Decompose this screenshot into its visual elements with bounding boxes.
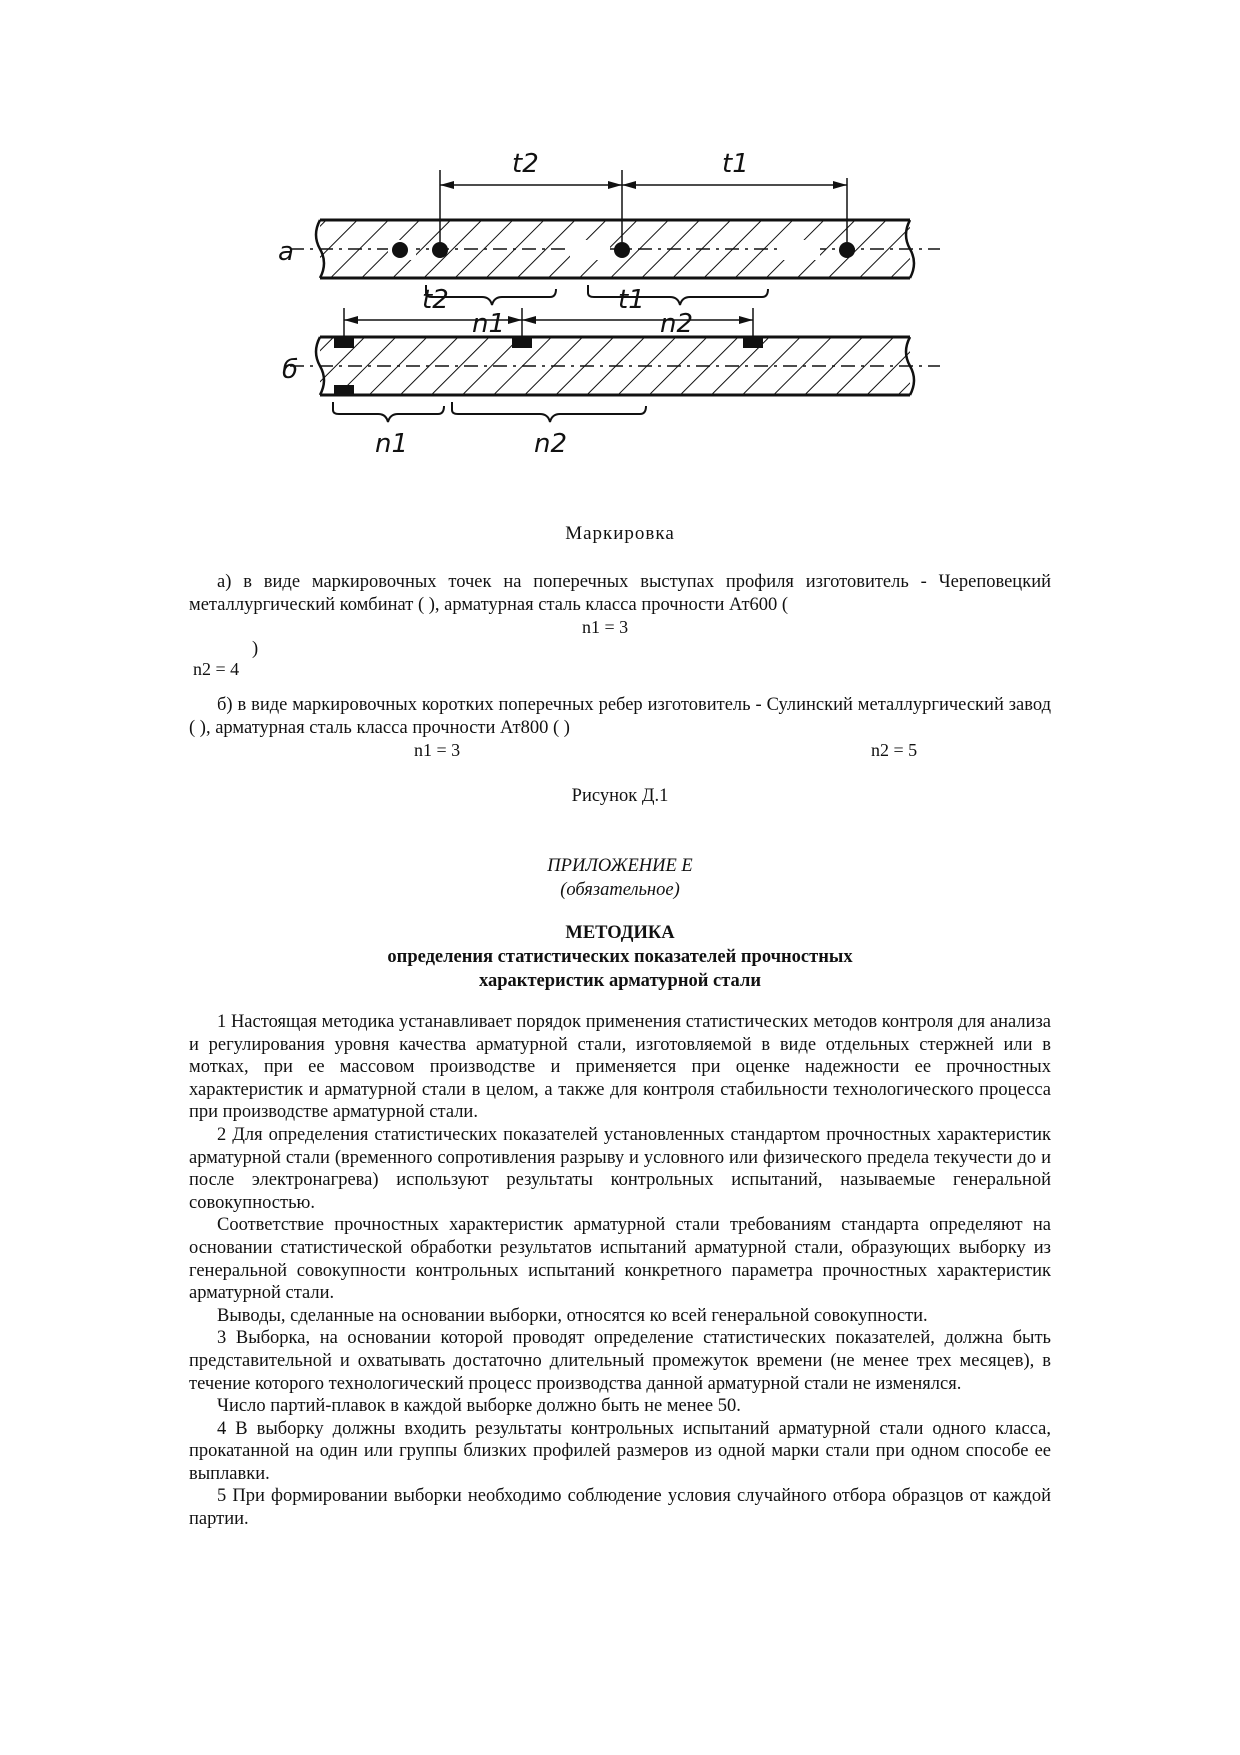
mark-rib	[743, 337, 763, 348]
mark-rib	[334, 385, 354, 395]
formula-n2-a: n2 = 4	[193, 659, 240, 679]
label-t2-b: t2	[422, 285, 449, 315]
caption-item-a-close-line	[189, 638, 1051, 658]
caption-item-a-formula-line-2	[189, 658, 1051, 680]
label-t2-a: t2	[512, 149, 539, 179]
closing-paren: )	[252, 639, 259, 659]
caption-item-b-text: б) в виде маркировочных коротких поперечных ребер изготовитель - Сулинский металлургический завод ( ), арматурная сталь класса прочности Ат800 ( )	[189, 695, 1051, 738]
label-row-b: б	[282, 355, 299, 385]
mark-rib	[512, 337, 532, 348]
bar-b	[290, 308, 940, 422]
method-heading	[0, 921, 1240, 993]
formula-n1-a: n1 = 3	[582, 617, 629, 637]
label-n2-b: n2	[534, 429, 568, 459]
mark-dot	[432, 242, 448, 258]
paragraph-8: 5 При формировании выборки необходимо соблюдение условия случайного отбора образцов от каждой партии.	[189, 1486, 1051, 1530]
label-n1-b: n1	[375, 429, 409, 459]
label-n1-a: n1	[472, 309, 506, 339]
marking-figure	[250, 140, 1010, 520]
method-title-line-1: МЕТОДИКА	[565, 923, 675, 943]
mark-dot	[614, 242, 630, 258]
paragraph-3: Соответствие прочностных характеристик арматурной стали требованиям стандарта определяют на основании статистической обработки результатов испытаний арматурной стали, образующих выборку из генеральной совокупности контрольных испытаний конкретного параметра прочностных характеристик арматурной стали.	[189, 1215, 1051, 1304]
marking-diagram	[250, 140, 1010, 520]
paragraph-7: 4 В выборку должны входить результаты контрольных испытаний арматурной стали одного класса, прокатанной на один или группы близких профилей размеров из одной марки стали при одном способе ее выплавки.	[189, 1418, 1051, 1484]
caption-item-a	[189, 571, 1051, 680]
label-n2-a: n2	[660, 309, 694, 339]
caption-item-b	[189, 694, 1051, 761]
mark-dot	[839, 242, 855, 258]
label-t1-b: t1	[618, 285, 645, 315]
appendix-subtitle: (обязательное)	[560, 880, 680, 900]
caption-item-a-text: а) в виде маркировочных точек на поперечных выступах профиля изготовитель - Череповецкий металлургический комбинат ( ), арматурная сталь класса прочности Ат600 (	[189, 572, 1051, 615]
paragraph-6: Число партий-плавок в каждой выборке должно быть не менее 50.	[217, 1396, 741, 1417]
figure-number: Рисунок Д.1	[571, 786, 669, 806]
bar-a	[290, 170, 940, 305]
caption-item-a-formula-line	[189, 616, 1051, 638]
paragraph-2: 2 Для определения статистических показателей установленных стандартом прочностных характеристик арматурной стали (временного сопротивления разрыву и условного или физического предела текучести до и после электронагрева) используют результаты контрольных испытаний, называемые генеральной совокупностью.	[189, 1124, 1051, 1213]
formula-n2-b: n2 = 5	[871, 740, 918, 760]
paragraph-5: 3 Выборка, на основании которой проводят определение статистических показателей, должна быть представительной и охватывать достаточно длительный промежуток времени (не менее трех месяцев), в течение которого технологический процесс производства данной арматурной стали не изменялся.	[189, 1328, 1051, 1394]
figure-caption-title: Маркировка	[565, 523, 675, 544]
body-text	[189, 1011, 1051, 1531]
label-row-a: а	[278, 237, 294, 267]
formula-n1-b: n1 = 3	[414, 740, 461, 760]
mark-dot	[392, 242, 408, 258]
mark-rib	[334, 337, 354, 348]
appendix-title: ПРИЛОЖЕНИЕ Е	[547, 856, 693, 876]
method-title-line-3: характеристик арматурной стали	[479, 971, 761, 991]
appendix-heading	[0, 854, 1240, 902]
caption-item-b-formula-line	[189, 739, 1051, 761]
method-title-line-2: определения статистических показателей прочностных	[387, 947, 853, 967]
label-t1-a: t1	[722, 149, 749, 179]
paragraph-1: 1 Настоящая методика устанавливает порядок применения статистических методов контроля для анализа и регулирования уровня качества арматурной стали, изготовляемой в виде отдельных стержней или в мотках, при ее массовом производстве и применяется при оценке надежности ее прочностных характеристик и арматурной стали в целом, а также для контроля стабильности технологического процесса при производстве арматурной стали.	[189, 1012, 1051, 1123]
paragraph-4: Выводы, сделанные на основании выборки, относятся ко всей генеральной совокупности.	[217, 1305, 928, 1326]
